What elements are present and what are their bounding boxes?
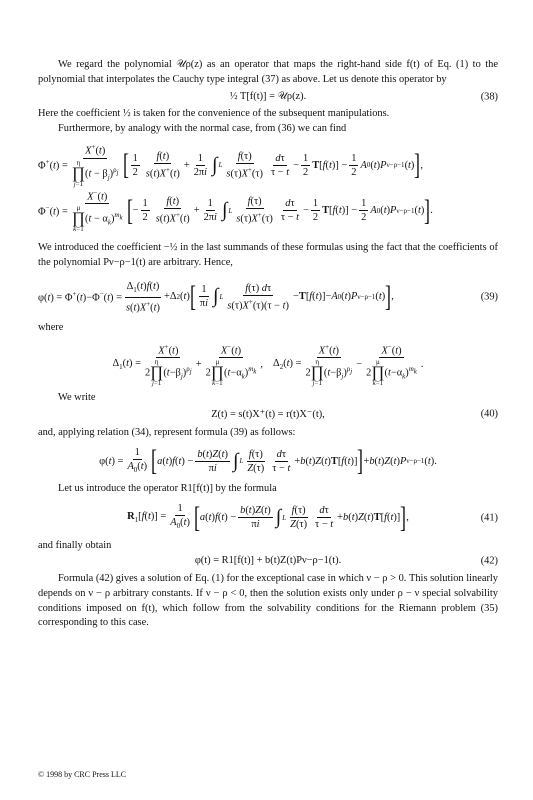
equation-deltas: $\Delta_1(t)$ = X+(t) 2 η ∏ j=1 $(t-\beta_j)^{\rho_j}$ + X−(t) 2 μ ∏ k=1 $(t-\alpha_k)^{m_k}$ , $\Delta_2(t)$ = X+(t) 2 η ∏ j=1 $(t-\beta_j)^{\rho_j}$ − X−(t) 2 μ ∏ k=1 $(t-\alpha_k)^{m_k}$ . bbox=[112, 342, 424, 388]
equation-42 bbox=[38, 555, 498, 566]
equation-39: φ(t) = Φ+(t)−Φ−(t) = $\frac{\Delta_1(t)f(t)}{s(t)X^+(t)}$ +Δ 2 ( t ) [ $\frac{1}{\pi i}$ ∫ L $\frac{f(\tau) d\tau}{s(\tau)X^+(\tau)(\tau - t)}$ − T [ f ( t )]− A 0 ( t ) P ν−ρ−1 ( t ) ] , (39) bbox=[38, 279, 498, 314]
equation-42-body: φ(t) = R1[f(t)] + b(t)Z(t)Pν−ρ−1(t). bbox=[194, 555, 342, 567]
paragraph-1: We regard the polynomial 𝒰ρ(z) as an operator that maps the right-hand side f(t) of Eq. (1) to the polynomial that interpolates the Cauchy type integral (37) as above. Let us denote this operator by bbox=[38, 59, 498, 85]
equation-40-body: Z(t) = s(t)X⁺(t) = r(t)X⁻(t), bbox=[211, 408, 325, 420]
equation-39-number: (39) bbox=[480, 291, 498, 303]
paragraph-7: and, applying relation (34), represent formula (39) as follows: bbox=[38, 426, 296, 438]
paragraph-10: Formula (42) gives a solution of Eq. (1) for the exceptional case in which ν − ρ > 0. This solution linearly depends on ν − ρ arbitrary constants. If ν − ρ < 0, then the solution exists only under ρ − ν special solvability conditions imposed on f(t), which follow from the solvability conditions for the Riemann problem (35) corresponding to this case. bbox=[38, 573, 498, 629]
equation-40-number: (40) bbox=[480, 408, 498, 420]
equation-phi-plus: Φ+(t) = X+(t) η ∏ j=1 $(t - \beta_j)^{\rho_j}$ [ $\frac{1}{2}$ $\frac{f(t)}{s(t)X^+(t)}$ + $\frac{1}{2\pi i}$ ∫ L $\frac{f(\tau)}{s(\tau)X^+(\tau)}$ $\frac{d\tau}{\tau - t}$ − $\frac{1}{2}$ T [ f ( t )] − $\frac{1}{2}$ A 0 ( t ) P ν−ρ−1 ( t ) ] , bbox=[38, 143, 423, 188]
equation-41-number: (41) bbox=[480, 512, 498, 524]
equation-38-number: (38) bbox=[480, 91, 498, 103]
copyright-footer: © 1998 by CRC Press LLC bbox=[38, 770, 127, 779]
equation-38 bbox=[38, 91, 498, 103]
paragraph-6: We write bbox=[58, 392, 96, 404]
equation-phi-z: φ(t) = $\frac{1}{A_0(t)}$ [ a ( t ) f ( t ) − $\frac{b(t)Z(t)}{\pi i}$ ∫ L $\frac{f(\tau)}{Z(\tau)}$ $\frac{d\tau}{\tau - t}$ + b ( t ) Z ( t ) T [ f ( t )] ] + b ( t ) Z ( t ) P ν−ρ−1 ( t ). bbox=[99, 444, 437, 478]
paragraph-8: Let us introduce the operator R1[f(t)] by the formula bbox=[58, 483, 277, 495]
paragraph-4: We introduced the coefficient −½ in the last summands of these formulas using the fact that the coefficients of the polynomial Pν−ρ−1(t) are arbitrary. Hence, bbox=[38, 242, 498, 268]
equation-38-body: ½ T[f(t)] = 𝒰ρ(z). bbox=[229, 91, 307, 103]
equation-40 bbox=[38, 408, 498, 420]
paragraph-3: Furthermore, by analogy with the normal case, from (36) we can find bbox=[58, 122, 347, 134]
equation-phi-minus: Φ−(t) = X−(t) μ ∏ k=1 $(t - \alpha_k)^{m_k}$ [ − $\frac{1}{2}$ $\frac{f(t)}{s(t)X^+(t)}$ + $\frac{1}{2\pi i}$ ∫ L $\frac{f(\tau)}{s(\tau)X^+(\tau)}$ $\frac{d\tau}{\tau - t}$ − $\frac{1}{2}$ T [ f ( t )] − $\frac{1}{2}$ A 0 ( t ) P ν−ρ−1 ( t ) ] . bbox=[38, 188, 433, 234]
paragraph-5: where bbox=[38, 322, 64, 334]
paragraph-2: Here the coefficient ½ is taken for the convenience of the subsequent manipulations. bbox=[38, 108, 390, 120]
paragraph-9: and finally obtain bbox=[38, 539, 112, 551]
equation-42-number: (42) bbox=[480, 555, 498, 567]
equation-41: $R_1[f(t)]$ = $\frac{1}{A_0(t)}$ [ a ( t ) f ( t ) − $\frac{b(t)Z(t)}{\pi i}$ ∫ L $\frac{f(\tau)}{Z(\tau)}$ $\frac{d\tau}{\tau - t}$ + b ( t ) Z ( t ) T [ f ( t )] ] , (41) bbox=[127, 500, 498, 534]
page-body bbox=[38, 58, 498, 631]
